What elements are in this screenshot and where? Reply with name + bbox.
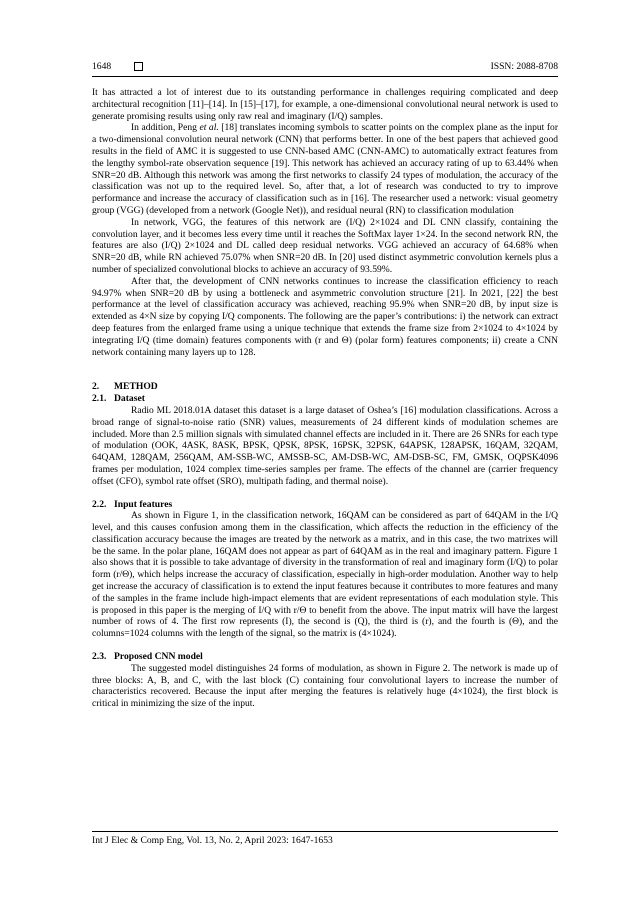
paragraph-intro-2-a: In addition, Peng — [131, 122, 200, 134]
subsection-spacer — [92, 488, 558, 499]
section-number: 2. — [92, 381, 100, 393]
page-header — [92, 61, 558, 75]
paragraph-intro-2-b: [18] translates incoming symbols to scatter points on the complex plane as the input for a two-dimensional convolution neural network (CNN) that performs better. In one of the best papers that achieved good results in the field of AMC it is suggested to use CNN-based AMC (CNN-AMC) to automatically extract features from the lengthy symbol-rate observation sequence [19]. This network has achieved an accuracy rating of up to 63.44% when SNR=20 dB. Although this network was among the first networks to classify 24 types of modulation, the accuracy of the classification was not up to the required level. So, after that, a lot of research was conducted to try to improve performance and increase the accuracy of classification such as in [16]. The researcher used a network: visual geometry group (VGG) (developed from a network (Google Net)), and residual neural (RN) to classification modulation — [92, 122, 558, 216]
subsection-spacer — [92, 640, 558, 651]
subsection-title: Input features — [114, 498, 173, 510]
subsection-title: Proposed CNN model — [114, 651, 203, 663]
footer-citation: Int J Elec & Comp Eng, Vol. 13, No. 2, April 2023: 1647-1653 — [92, 835, 333, 846]
page-content — [92, 87, 558, 710]
paragraph-intro-1: It has attracted a lot of interest due to its outstanding performance in challenges requiring complicated and deep architectural recognition [11]–[14]. In [15]–[17], for example, a one-dimensional convolutional neural network is used to generate promising results using only raw real and imaginary (I/Q) samples. — [92, 87, 558, 122]
subsection-heading-dataset — [92, 393, 558, 405]
subsection-title: Dataset — [114, 393, 145, 405]
header-rule — [92, 76, 558, 77]
issn-label: ISSN: 2088-8708 — [490, 61, 558, 72]
square-icon — [134, 62, 143, 71]
section-heading-method — [92, 381, 558, 393]
paragraph-intro-3: In network, VGG, the features of this network are (I/Q) 2×1024 and DL CNN classify, containing the convolution layer, and it becomes less every time until it reaches the SoftMax layer 1×24. In the second network RN, the features are also (I/Q) 2×1024 and DL called deep residual networks. VGG achieved an accuracy of 64.68% when SNR=20 dB, while RN achieved 75.07% when SNR=20 dB. In [20] used distinct asymmetric convolution kernels plus a number of specialized convolutional blocks to achieve an accuracy of 93.59%. — [92, 216, 558, 275]
section-spacer — [92, 358, 558, 381]
paragraph-cnn-model: The suggested model distinguishes 24 forms of modulation, as shown in Figure 2. The network is made up of three blocks: A, B, and C, with the last block (C) containing four convolutional layers to increase the number of characteristics recovered. Because the input after merging the features is relatively huge (4×1024), the first block is critical in minimizing the size of the input. — [92, 662, 558, 710]
paragraph-intro-2 — [92, 122, 558, 216]
subsection-heading-cnn-model — [92, 651, 558, 663]
subsection-number: 2.1. — [92, 393, 107, 405]
subsection-heading-input-features — [92, 499, 558, 511]
paragraph-input-features: As shown in Figure 1, in the classification network, 16QAM can be considered as part of 64QAM in the I/Q level, and this causes confusion among them in the classification, which affects the reduction in the efficiency of the classification accuracy because the images are treated by the network as a matrix, and in this case, the two matrixes will be the same. In the polar plane, 16QAM does not appear as part of 64QAM as in the real and imaginary pattern. Figure 1 also shows that it is possible to take advantage of diversity in the transformation of real and imaginary form (I/Q) to polar form (r/Θ), which helps increase the accuracy of classification, especially in high-order modulation. Another way to help get increase the accuracy of classification is to extend the input features because it contributes to more features and many of the samples in the frame include high-impact elements that are evident representations of each modulation style. This is proposed in this paper is the merging of I/Q with r/Θ to benefit from the above. The input matrix will have the largest number of rows of 4. The first row represents (I), the second is (Q), the third is (r), and the fourth is (Θ), and the columns=1024 columns with the length of the signal, so the matrix is (4×1024). — [92, 510, 558, 640]
section-title: METHOD — [114, 381, 158, 393]
et-al-text: et al. — [199, 122, 219, 134]
footer-rule — [92, 831, 558, 832]
subsection-number: 2.2. — [92, 498, 107, 510]
paragraph-dataset: Radio ML 2018.01A dataset this dataset is a large dataset of Oshea’s [16] modulation classifications. Across a broad range of signal-to-noise ratio (SNR) values, measurements of 24 different kinds of modulation schemes are included. More than 2.5 million signals with simulated channel effects are included in it. There are 26 SNRs for each type of modulation (OOK, 4ASK, 8ASK, BPSK, QPSK, 8PSK, 16PSK, 32PSK, 64APSK, 128APSK, 16QAM, 32QAM, 64QAM, 128QAM, 256QAM, AM-SSB-WC, AMSSB-SC, AM-DSB-WC, AM-DSB-SC, FM, GMSK, OQPSK4096 frames per modulation, 1024 complex time-series samples per frame. The effects of the channel are (carrier frequency offset (CFO), symbol rate offset (SRO), multipath fading, and thermal noise). — [92, 404, 558, 487]
paragraph-intro-4: After that, the development of CNN networks continues to increase the classification efficiency to reach 94.97% when SNR=20 dB by using a bottleneck and asymmetric convolution structure [21]. In 2021, [22] the best performance at the level of classification accuracy was achieved, reaching 95.9% when SNR=20 dB, by input size is extended as 4×N size by copying I/Q components. The following are the paper’s contributions: i) the network can extract deep features from the enlarged frame using a unique technique that extends the frame size from 2×1024 to 4×1024 by integrating I/Q (time domain) features components with (r and Θ) (polar form) features components; ii) create a CNN network containing many layers up to 128. — [92, 275, 558, 358]
subsection-number: 2.3. — [92, 651, 107, 663]
page-number: 1648 — [92, 61, 112, 72]
